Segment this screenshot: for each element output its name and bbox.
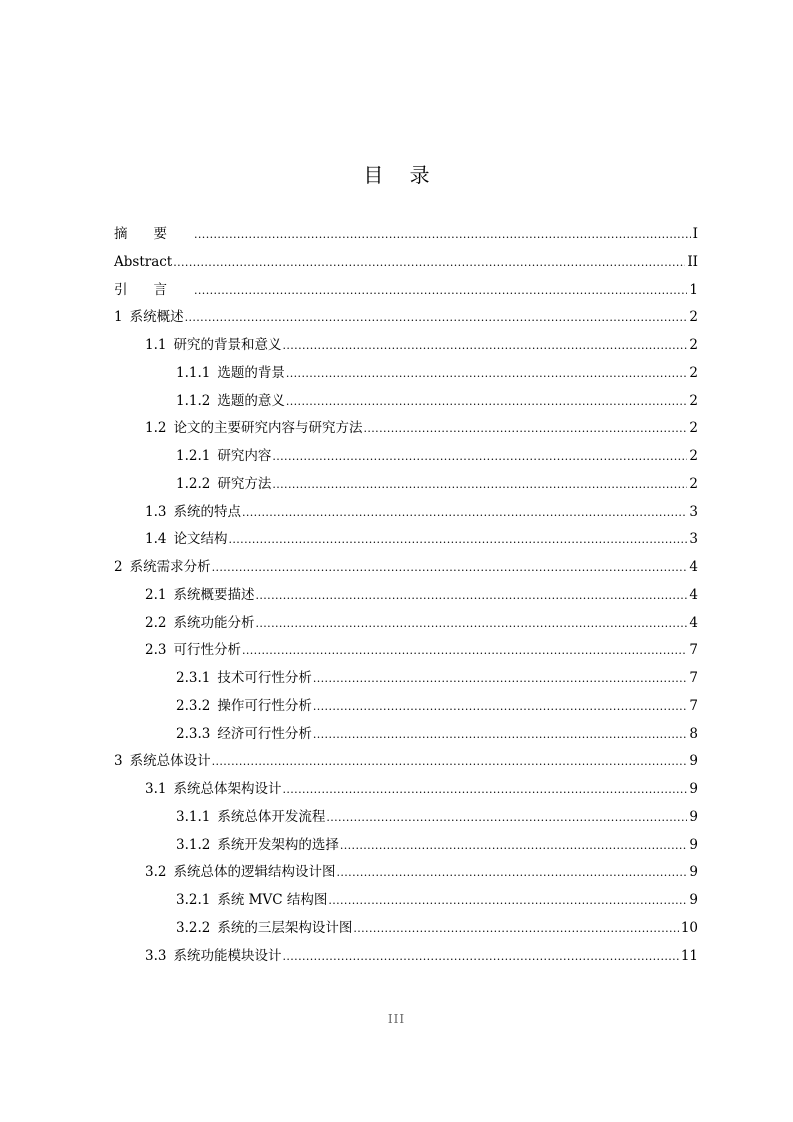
toc-entry-title: 技术可行性分析 <box>217 670 312 686</box>
toc-entry-title: 摘要 <box>114 226 193 242</box>
toc-entry[interactable] <box>114 304 698 332</box>
toc-entry-title: 论文结构 <box>173 531 228 548</box>
toc-entry-title: 可行性分析 <box>173 642 241 659</box>
toc-entry[interactable] <box>114 721 698 749</box>
toc-entry[interactable] <box>114 471 698 499</box>
toc-entry-title: Abstract <box>114 253 173 270</box>
toc-entry[interactable] <box>114 859 698 887</box>
toc-entry[interactable] <box>114 915 698 943</box>
toc-entry-title: 系统开发架构的选择 <box>217 836 339 853</box>
toc-entry-number: 1.2 <box>145 420 167 437</box>
toc-entry-page: 2 <box>689 364 698 381</box>
toc-entry-title: 系统功能模块设计 <box>173 947 282 964</box>
dot-leader <box>336 859 687 887</box>
footer-page-number: III <box>387 1012 406 1026</box>
dot-leader <box>255 610 687 638</box>
toc-entry-number: 1.1 <box>145 337 167 353</box>
toc-entry-title: 选题的背景 <box>217 364 285 381</box>
toc-entry-title: 系统的三层架构设计图 <box>217 919 353 936</box>
toc-entry-page: I <box>692 226 698 242</box>
toc-entry[interactable] <box>114 277 698 305</box>
toc-entry-number: 3.3 <box>145 947 167 964</box>
toc-entry-number: 1.2.1 <box>176 448 211 464</box>
toc-entry-page: 11 <box>680 947 698 964</box>
toc-entry[interactable] <box>114 610 698 638</box>
toc-entry-title: 研究内容 <box>217 448 272 464</box>
toc-entry[interactable] <box>114 693 698 721</box>
toc-entry[interactable] <box>114 804 698 832</box>
toc-entry-page: 2 <box>689 309 698 326</box>
dot-leader <box>353 915 678 943</box>
page-title: 目 录 <box>363 163 440 187</box>
toc-entry-number: 2.3.3 <box>176 725 211 742</box>
toc-entry-title: 系统 MVC 结构图 <box>217 892 328 908</box>
toc-entry[interactable] <box>114 415 698 443</box>
dot-leader <box>313 721 688 749</box>
toc-entry-page: 2 <box>689 448 698 464</box>
dot-leader <box>242 637 687 665</box>
toc-entry-page: 9 <box>689 892 698 908</box>
toc-entry-page: 3 <box>689 503 698 520</box>
toc-entry-number: 1 <box>114 309 123 326</box>
toc-entry[interactable] <box>114 360 698 388</box>
toc-entry-page: 9 <box>689 781 698 797</box>
dot-leader <box>212 748 688 776</box>
toc-entry-title: 系统总体的逻辑结构设计图 <box>173 864 336 881</box>
toc-entry-number: 1.2.2 <box>176 475 211 492</box>
toc-entry-title: 研究的背景和意义 <box>173 337 282 353</box>
toc-entry-number: 2.3.2 <box>176 697 211 714</box>
toc-entry-page: II <box>687 253 698 270</box>
toc-entry-page: 1 <box>689 281 698 298</box>
toc-entry-title: 系统概述 <box>129 309 184 326</box>
toc-entry[interactable] <box>114 637 698 665</box>
dot-leader <box>212 554 688 582</box>
toc-entry-number: 3.2.1 <box>176 892 211 908</box>
toc-entry-page: 2 <box>689 475 698 492</box>
toc-entry-number: 1.3 <box>145 503 167 520</box>
toc-entry-title: 系统需求分析 <box>129 559 211 575</box>
toc-entry-number: 1.4 <box>145 531 167 548</box>
toc-entry-title: 引言 <box>114 281 193 298</box>
toc-entry-page: 9 <box>689 864 698 881</box>
dot-leader <box>326 804 687 832</box>
toc-entry[interactable] <box>114 887 698 915</box>
dot-leader <box>282 776 687 804</box>
toc-entry-number: 1.1.2 <box>176 392 211 409</box>
toc-entry-number: 1.1.1 <box>176 364 211 381</box>
toc-entry-page: 4 <box>689 586 698 603</box>
toc-entry[interactable] <box>114 554 698 582</box>
dot-leader <box>228 526 687 554</box>
dot-leader <box>286 360 688 388</box>
dot-leader <box>185 304 688 332</box>
dot-leader <box>313 693 688 721</box>
dot-leader <box>286 388 688 416</box>
dot-leader <box>194 221 691 249</box>
toc-entry-page: 2 <box>689 337 698 353</box>
toc-entry-title: 经济可行性分析 <box>217 725 312 742</box>
toc-entry-title: 研究方法 <box>217 475 272 492</box>
toc-entry-number: 2.2 <box>145 614 167 631</box>
dot-leader <box>272 471 687 499</box>
toc-entry-number: 3.2 <box>145 864 167 881</box>
toc-entry[interactable] <box>114 249 698 277</box>
toc-entry-title: 系统总体架构设计 <box>173 781 282 797</box>
toc-entry-page: 9 <box>689 808 698 825</box>
dot-leader <box>194 277 687 305</box>
toc-entry-page: 3 <box>689 531 698 548</box>
toc-entry[interactable] <box>114 332 698 360</box>
dot-leader <box>173 249 685 277</box>
toc-entry[interactable] <box>114 526 698 554</box>
toc-entry[interactable] <box>114 748 698 776</box>
toc-entry[interactable] <box>114 221 698 249</box>
dot-leader <box>328 887 687 915</box>
toc-entry-title: 系统总体开发流程 <box>217 808 326 825</box>
toc-entry-title: 操作可行性分析 <box>217 697 312 714</box>
toc-entry[interactable] <box>114 443 698 471</box>
dot-leader <box>255 582 687 610</box>
dot-leader <box>242 499 687 527</box>
toc-entry-number: 2.3 <box>145 642 167 659</box>
toc-entry-title: 论文的主要研究内容与研究方法 <box>173 420 363 437</box>
toc-entry-number: 3 <box>114 753 123 770</box>
toc-entry-page: 9 <box>689 836 698 853</box>
table-of-contents <box>114 221 698 970</box>
toc-entry-number: 3.1.1 <box>176 808 211 825</box>
toc-entry-page: 2 <box>689 420 698 437</box>
toc-entry[interactable] <box>114 582 698 610</box>
toc-entry-title: 系统功能分析 <box>173 614 255 631</box>
toc-entry-number: 3.1 <box>145 781 167 797</box>
toc-entry-title: 选题的意义 <box>217 392 285 409</box>
dot-leader <box>313 665 688 693</box>
toc-entry-page: 4 <box>689 559 698 575</box>
toc-entry[interactable] <box>114 832 698 860</box>
toc-entry-title: 系统的特点 <box>173 503 241 520</box>
toc-entry[interactable] <box>114 943 698 971</box>
toc-entry[interactable] <box>114 776 698 804</box>
toc-entry-number: 2.3.1 <box>176 670 211 686</box>
toc-entry-page: 7 <box>689 697 698 714</box>
dot-leader <box>363 415 687 443</box>
toc-entry-title: 系统概要描述 <box>173 586 255 603</box>
toc-entry-page: 4 <box>689 614 698 631</box>
toc-entry-page: 2 <box>689 392 698 409</box>
toc-entry-title: 系统总体设计 <box>129 753 211 770</box>
toc-entry-page: 7 <box>689 642 698 659</box>
toc-entry[interactable] <box>114 499 698 527</box>
toc-entry-page: 7 <box>689 670 698 686</box>
toc-entry-number: 2 <box>114 559 123 575</box>
toc-entry-page: 10 <box>680 919 698 936</box>
toc-entry-number: 2.1 <box>145 586 167 603</box>
toc-entry[interactable] <box>114 388 698 416</box>
toc-entry-page: 8 <box>689 725 698 742</box>
dot-leader <box>340 832 688 860</box>
dot-leader <box>282 332 687 360</box>
toc-entry-number: 3.1.2 <box>176 836 211 853</box>
dot-leader <box>282 943 678 971</box>
toc-entry-page: 9 <box>689 753 698 770</box>
dot-leader <box>272 443 687 471</box>
toc-entry[interactable] <box>114 665 698 693</box>
toc-entry-number: 3.2.2 <box>176 919 211 936</box>
